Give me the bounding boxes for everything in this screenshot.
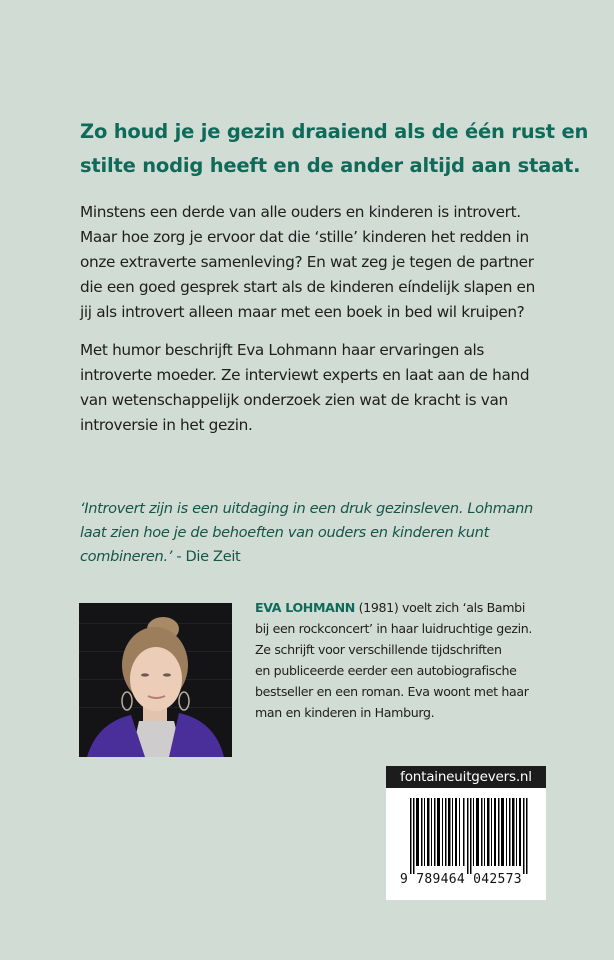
author-photo [79,603,232,757]
headline-line: stilte nodig heeft en de ander altijd aan staat. [80,154,581,177]
paragraph-line: die een goed gesprek start als de kinderen eíndelijk slapen en [80,278,535,296]
bio-line [255,597,575,618]
isbn-barcode-box [386,766,546,900]
quote-line-last [80,545,560,569]
bio-line: man en kinderen in Hamburg. [255,705,435,720]
quote-dash: - [172,548,186,565]
quote-source: Die Zeit [185,548,241,565]
author-portrait-illustration [79,603,232,757]
bio-line: Ze schrijft voor verschillende tijdschriften [255,642,502,657]
quote-line: laat zien hoe je de behoeften van ouders en kinderen kunt [80,524,489,541]
headline-line: Zo houd je je gezin draaiend als de één rust en [80,120,589,143]
author-bio [255,597,575,723]
author-name: EVA LOHMANN [255,600,355,615]
publisher-url: fontaineuitgevers.nl [386,766,546,788]
isbn-number: 9 789464 042573 [400,872,522,887]
bio-first-line-text: (1981) voelt zich ‘als Bambi [354,600,525,615]
paragraph-line: Met humor beschrijft Eva Lohmann haar ervaringen als [80,341,485,359]
quote-text: combineren.’ [80,548,173,565]
paragraph-line: van wetenschappelijk onderzoek zien wat de kracht is van [80,391,508,409]
press-quote [80,497,560,569]
paragraph-line: jij als introvert alleen maar met een boek in bed wil kruipen? [80,303,525,321]
quote-line: ‘Introvert zijn is een uitdaging in een druk gezinsleven. Lohmann [80,500,533,517]
paragraph-line: Maar hoe zorg je ervoor dat die ‘stille’ kinderen het redden in [80,228,529,246]
description-paragraph-2 [80,338,560,438]
description-paragraph-1 [80,200,560,325]
headline [80,115,589,183]
paragraph-line: introverte moeder. Ze interviewt experts en laat aan de hand [80,366,530,384]
paragraph-line: Minstens een derde van alle ouders en kinderen is introvert. [80,203,521,221]
paragraph-line: onze extraverte samenleving? En wat zeg je tegen de partner [80,253,534,271]
bio-line: bij een rockconcert’ in haar luidruchtige gezin. [255,621,533,636]
bio-line: bestseller en een roman. Eva woont met haar [255,684,529,699]
barcode-icon [410,798,530,874]
bio-line: en publiceerde eerder een autobiografische [255,663,517,678]
paragraph-line: introversie in het gezin. [80,416,253,434]
